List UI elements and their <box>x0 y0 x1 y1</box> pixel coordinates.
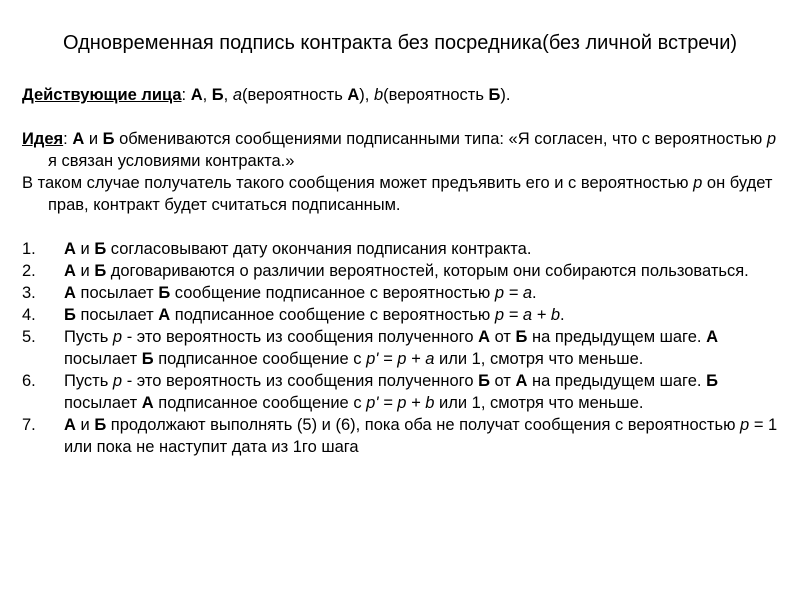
step-item <box>22 304 778 326</box>
step-formula: p' = p + a <box>366 350 435 368</box>
idea-sep: : <box>63 130 73 148</box>
actors-comma: , <box>202 86 212 104</box>
step-formula: p <box>112 372 123 390</box>
actor-a: А <box>190 86 203 104</box>
prob-a-symbol: a <box>232 86 242 104</box>
step-text: продолжают выполнять (5) и (6), пока оба не получат сообщения с вероятностью <box>106 416 741 434</box>
prob-b-symbol: b <box>373 86 384 104</box>
step-item <box>22 326 778 370</box>
step-actor: Б <box>515 328 528 346</box>
consequence-text: он будет прав, контракт будет считаться подписанным. <box>48 174 773 214</box>
step-actor: А <box>141 394 154 412</box>
step-number: 6. <box>22 372 36 390</box>
prob-a-desc: ), <box>359 86 374 104</box>
step-text: от <box>489 372 516 390</box>
step-text: посылает <box>75 306 159 324</box>
step-formula: p = a <box>494 284 533 302</box>
step-text: согласовывают дату окончания подписания контракта. <box>106 240 532 258</box>
actor-b: Б <box>211 86 224 104</box>
step-text: подписанное сообщение с <box>153 394 367 412</box>
prob-a-actor: А <box>347 86 360 104</box>
actors-label: Действующие лица <box>22 86 182 104</box>
step-text: посылает <box>64 394 142 412</box>
step-actor: Б <box>141 350 154 368</box>
prob-b-desc: ). <box>500 86 511 104</box>
actors-comma: , <box>223 86 233 104</box>
step-text: - это вероятность из сообщения полученного <box>122 328 479 346</box>
step-item <box>22 260 778 282</box>
consequence-paragraph <box>22 172 778 216</box>
step-text: . <box>532 284 537 302</box>
prob-a-desc: (вероятность <box>242 86 348 104</box>
step-text: = 1 или пока не наступит дата из 1го шага <box>64 416 778 456</box>
protocol-steps <box>22 238 778 458</box>
step-actor: Б <box>706 372 718 390</box>
step-item <box>22 414 778 458</box>
step-text: на предыдущем шаге. <box>527 328 707 346</box>
step-actor: Б <box>158 284 171 302</box>
actors-paragraph <box>22 84 778 106</box>
idea-text: я связан условиями контракта.» <box>48 152 295 170</box>
idea-label: Идея <box>22 130 64 148</box>
step-actor: А <box>706 328 718 346</box>
step-actor: Б <box>478 372 490 390</box>
prob-b-actor: Б <box>488 86 501 104</box>
step-text: сообщение подписанное с вероятностью <box>170 284 495 302</box>
step-text: и <box>75 262 95 280</box>
step-number: 5. <box>22 328 36 346</box>
step-text: посылает <box>75 284 159 302</box>
idea-actor-b: Б <box>102 130 115 148</box>
step-number: 4. <box>22 306 36 324</box>
spacer <box>22 106 778 128</box>
idea-actor-a: А <box>72 130 85 148</box>
step-actor: Б <box>94 240 107 258</box>
step-actor: А <box>64 262 76 280</box>
slide-title: Одновременная подпись контракта без посредника(без личной встречи) <box>62 32 738 54</box>
step-item <box>22 238 778 260</box>
step-text: на предыдущем шаге. <box>527 372 707 390</box>
spacer <box>22 216 778 238</box>
step-formula: p = a + b <box>494 306 560 324</box>
step-number: 2. <box>22 262 36 280</box>
prob-b-desc: (вероятность <box>383 86 489 104</box>
actors-sep: : <box>181 86 191 104</box>
step-text: или 1, смотря что меньше. <box>434 350 644 368</box>
step-text: посылает <box>64 350 142 368</box>
consequence-text: В таком случае получатель такого сообщения может предъявить его и с вероятностью <box>22 174 694 192</box>
step-actor: А <box>64 416 76 434</box>
step-actor: Б <box>94 416 107 434</box>
step-text: договариваются о различии вероятностей, которым они собираются пользоваться. <box>106 262 749 280</box>
consequence-p: p <box>693 174 703 192</box>
step-formula: p <box>112 328 123 346</box>
step-formula: p <box>740 416 750 434</box>
step-text: Пусть <box>64 372 113 390</box>
step-text: - это вероятность из сообщения полученного <box>122 372 479 390</box>
step-item <box>22 282 778 304</box>
step-text: и <box>75 416 95 434</box>
step-actor: А <box>478 328 490 346</box>
step-text: . <box>560 306 565 324</box>
step-actor: Б <box>94 262 107 280</box>
step-text: подписанное сообщение с вероятностью <box>170 306 495 324</box>
step-text: подписанное сообщение с <box>153 350 367 368</box>
idea-paragraph <box>22 128 778 172</box>
step-actor: А <box>515 372 528 390</box>
step-text: и <box>75 240 95 258</box>
idea-and: и <box>84 130 103 148</box>
step-number: 1. <box>22 240 36 258</box>
step-text: Пусть <box>64 328 113 346</box>
step-text: или 1, смотря что меньше. <box>434 394 644 412</box>
step-formula: p' = p + b <box>366 394 435 412</box>
step-text: от <box>490 328 516 346</box>
step-actor: А <box>64 284 76 302</box>
idea-p: p <box>766 130 777 148</box>
step-number: 7. <box>22 416 36 434</box>
step-number: 3. <box>22 284 36 302</box>
step-actor: А <box>64 240 76 258</box>
idea-text: обмениваются сообщениями подписанными типа: «Я согласен, что с вероятностью <box>114 130 767 148</box>
step-actor: Б <box>64 306 76 324</box>
step-actor: А <box>158 306 171 324</box>
step-item <box>22 370 778 414</box>
